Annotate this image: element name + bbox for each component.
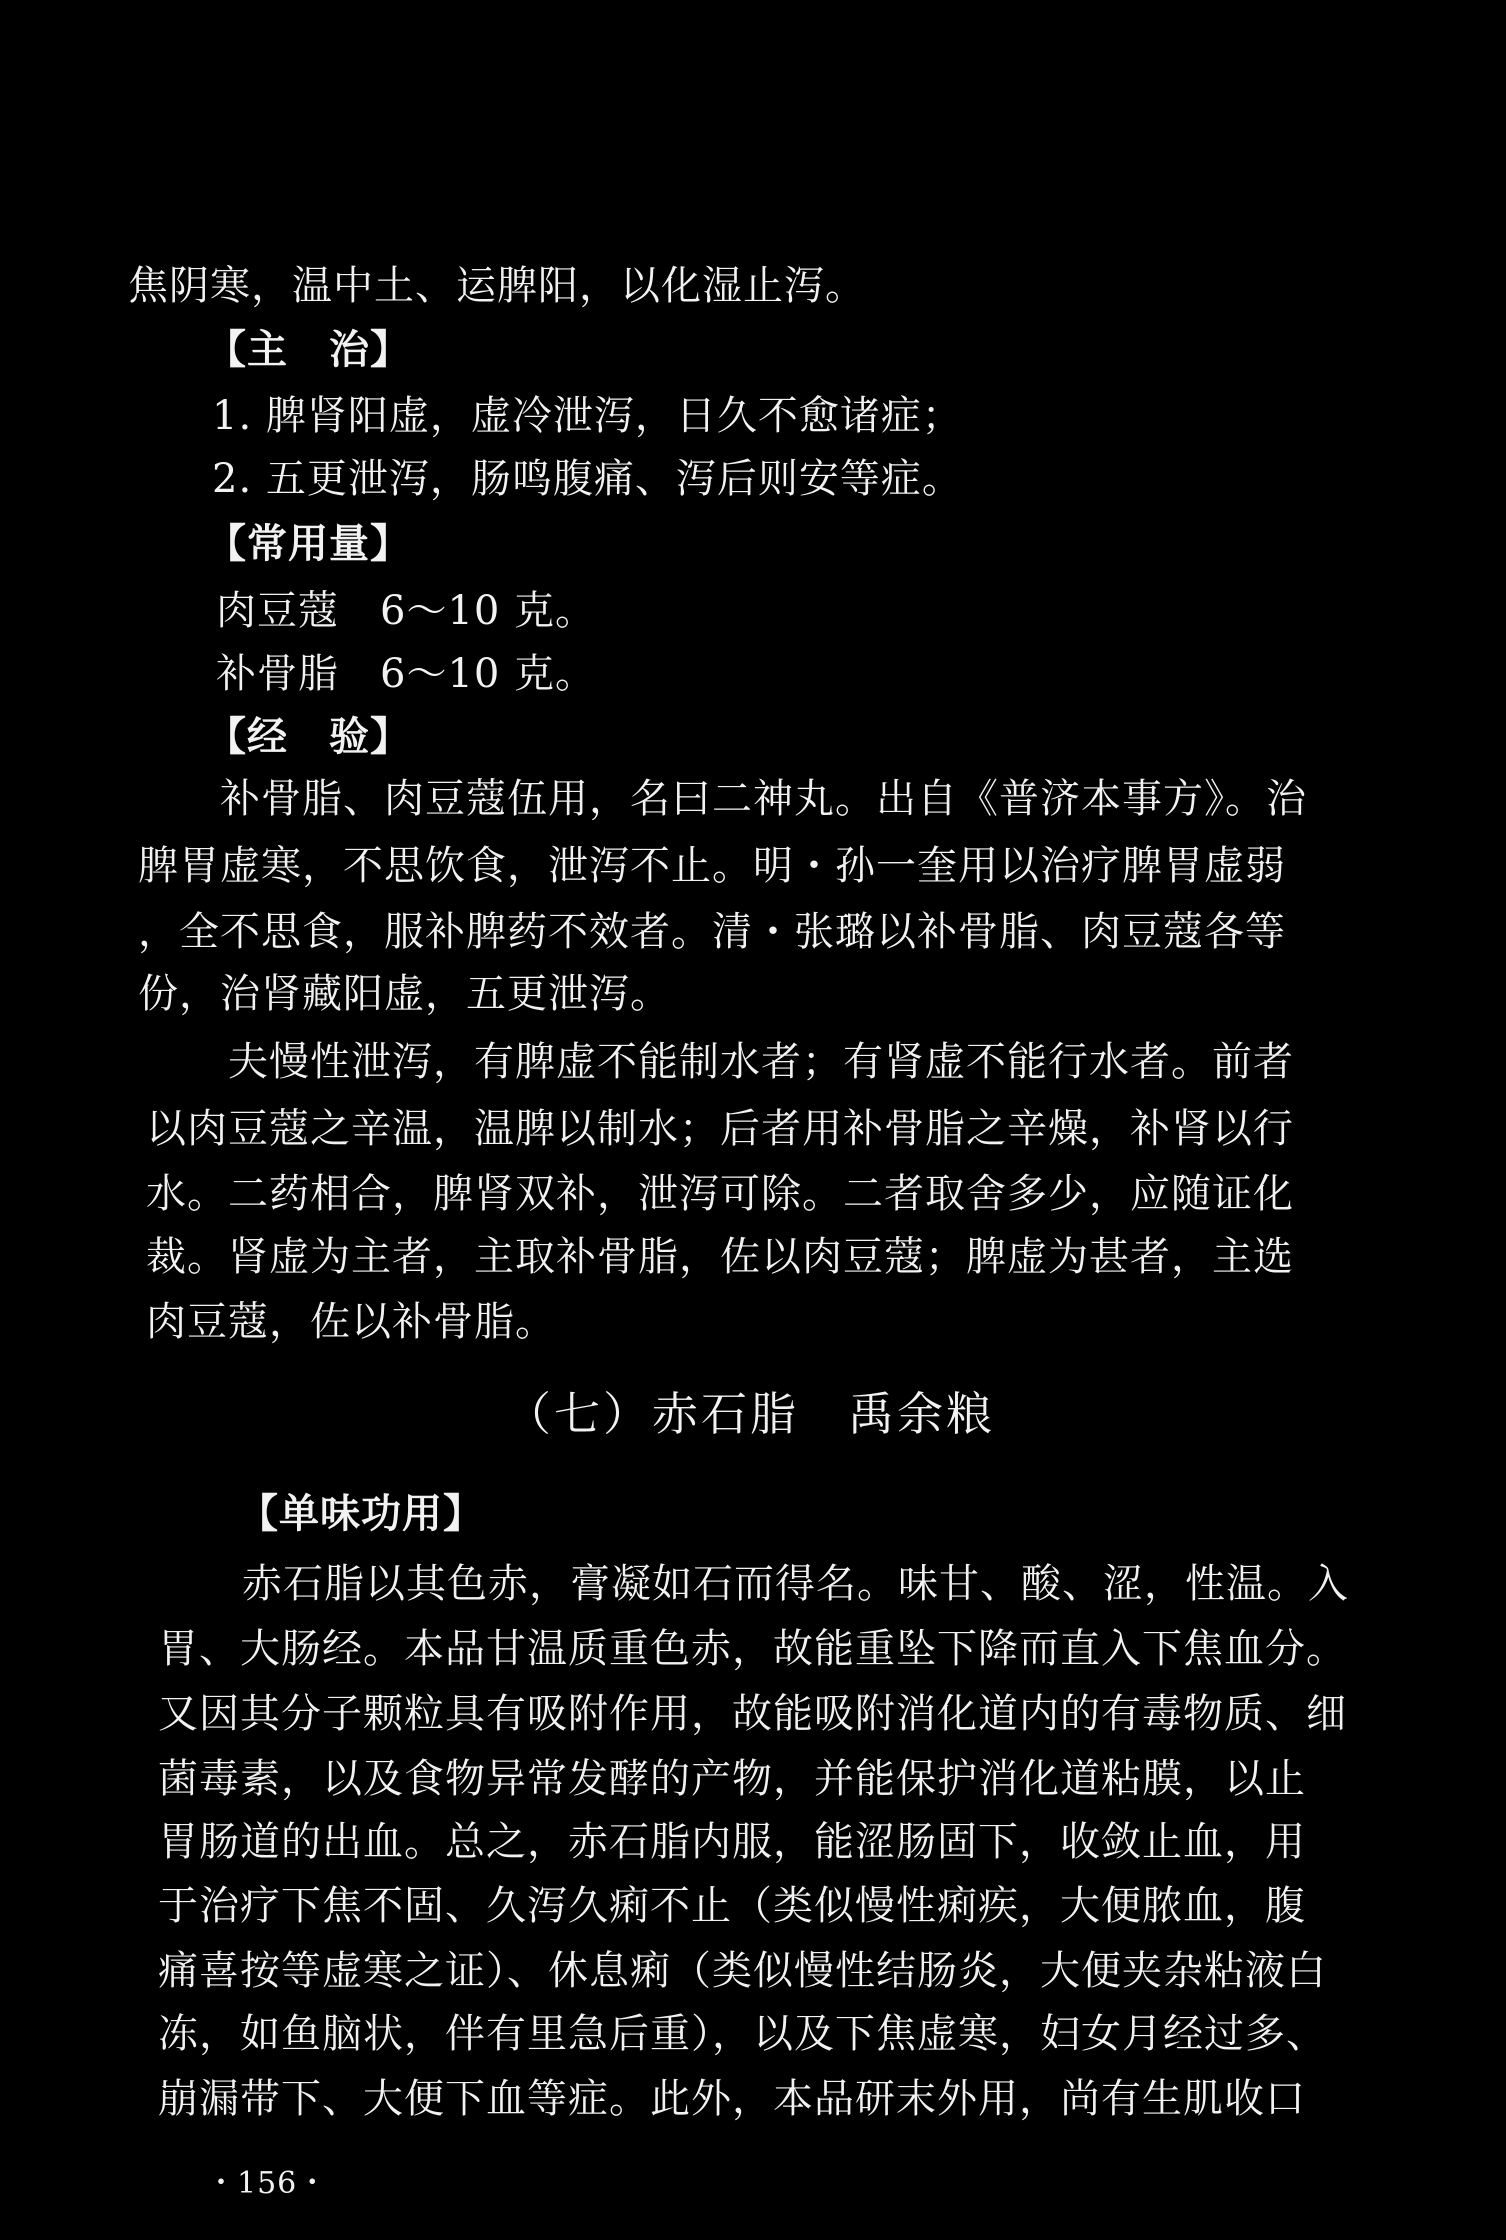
dosage-line: 肉豆蔻 6～10 克。 <box>216 588 597 634</box>
list-item: 1. 脾肾阳虚，虚冷泄泻，日久不愈诸症； <box>212 393 963 439</box>
dosage-line: 补骨脂 6～10 克。 <box>216 651 597 697</box>
text-line: 水。二药相合，脾肾双补，泄泻可除。二者取舍多少，应随证化 <box>146 1171 1294 1217</box>
text-line: 赤石脂以其色赤，膏凝如石而得名。味甘、酸、涩，性温。入 <box>242 1561 1349 1607</box>
section-heading: 【主 治】 <box>206 327 411 373</box>
text-line: 焦阴寒，温中土、运脾阳，以化湿止泻。 <box>128 263 866 309</box>
text-line: 胃、大肠经。本品甘温质重色赤，故能重坠下降而直入下焦血分。 <box>158 1626 1347 1672</box>
text-line: 崩漏带下、大便下血等症。此外，本品研末外用，尚有生肌收口 <box>158 2076 1306 2122</box>
chapter-title: （七）赤石脂 禹余粮 <box>505 1387 995 1441</box>
text-line: 份，治肾藏阳虚，五更泄泻。 <box>138 971 671 1017</box>
page-number: ・156・ <box>206 2166 329 2201</box>
text-line: 脾胃虚寒，不思饮食，泄泻不止。明・孙一奎用以治疗脾胃虚弱 <box>138 843 1286 889</box>
text-line: ，全不思食，服补脾药不效者。清・张璐以补骨脂、肉豆蔻各等 <box>138 909 1286 955</box>
section-heading: 【经 验】 <box>206 714 411 760</box>
text-line: 以肉豆蔻之辛温，温脾以制水；后者用补骨脂之辛燥，补肾以行 <box>146 1106 1294 1152</box>
text-line: 裁。肾虚为主者，主取补骨脂，佐以肉豆蔻；脾虚为甚者，主选 <box>146 1234 1294 1280</box>
text-line: 菌毒素，以及食物异常发酵的产物，并能保护消化道粘膜，以止 <box>158 1756 1306 1802</box>
text-line: 痛喜按等虚寒之证）、休息痢（类似慢性结肠炎，大便夹杂粘液白 <box>158 1948 1327 1994</box>
text-line: 夫慢性泄泻，有脾虚不能制水者；有肾虚不能行水者。前者 <box>228 1039 1294 1085</box>
text-line: 肉豆蔻，佐以补骨脂。 <box>146 1299 556 1345</box>
list-item: 2. 五更泄泻，肠鸣腹痛、泻后则安等症。 <box>212 456 963 502</box>
text-line: 冻，如鱼脑状，伴有里急后重），以及下焦虚寒，妇女月经过多、 <box>158 2011 1327 2057</box>
section-heading: 【常用量】 <box>206 521 411 567</box>
text-line: 补骨脂、肉豆蔻伍用，名曰二神丸。出自《普济本事方》。治 <box>220 776 1307 822</box>
section-heading: 【单味功用】 <box>238 1491 484 1537</box>
text-line: 又因其分子颗粒具有吸附作用，故能吸附消化道内的有毒物质、细 <box>158 1691 1347 1737</box>
text-line: 于治疗下焦不固、久泻久痢不止（类似慢性痢疾，大便脓血，腹 <box>158 1883 1306 1929</box>
text-line: 胃肠道的出血。总之，赤石脂内服，能涩肠固下，收敛止血，用 <box>158 1819 1306 1865</box>
